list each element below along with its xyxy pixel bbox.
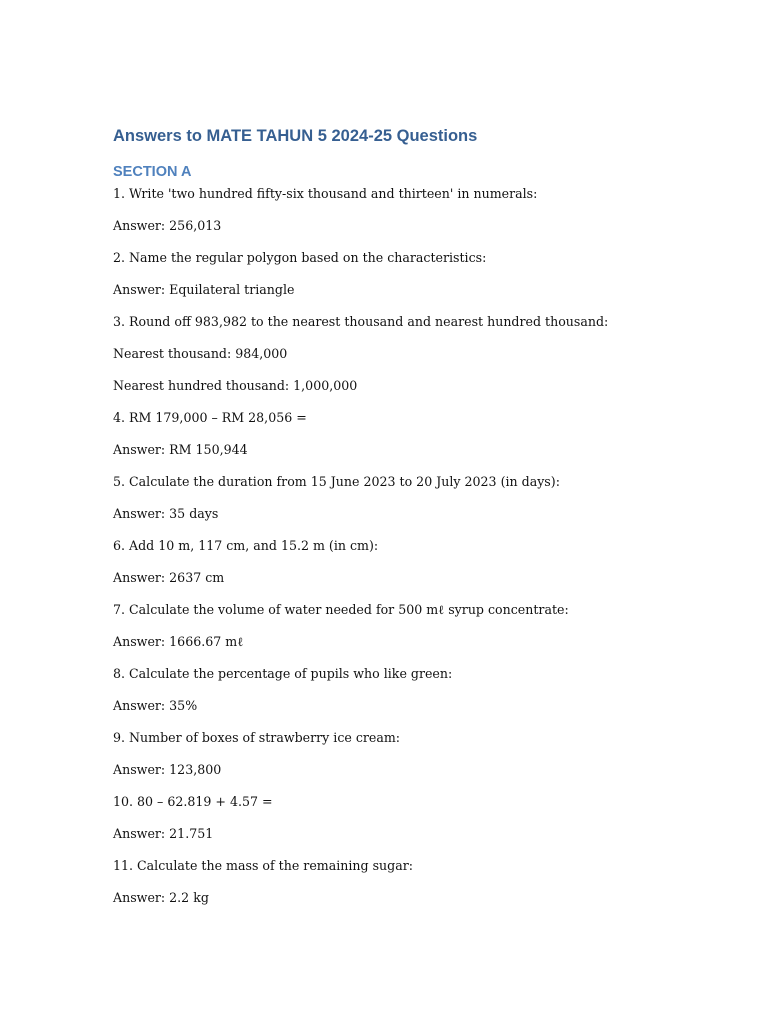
document-title: Answers to MATE TAHUN 5 2024-25 Questions <box>113 127 478 145</box>
question-line: 6. Add 10 m, 117 cm, and 15.2 m (in cm): <box>113 538 379 553</box>
question-line: 11. Calculate the mass of the remaining sugar: <box>113 858 413 873</box>
answer-line: Answer: 2.2 kg <box>113 890 209 905</box>
question-line: 5. Calculate the duration from 15 June 2023 to 20 July 2023 (in days): <box>113 474 560 489</box>
question-line: 10. 80 – 62.819 + 4.57 = <box>113 794 273 809</box>
question-line: 3. Round off 983,982 to the nearest thousand and nearest hundred thousand: <box>113 314 609 329</box>
answer-line: Nearest thousand: 984,000 <box>113 346 288 361</box>
answer-line: Answer: RM 150,944 <box>113 442 248 457</box>
answer-line: Answer: 256,013 <box>113 218 222 233</box>
question-line: 8. Calculate the percentage of pupils who like green: <box>113 666 453 681</box>
question-line: 2. Name the regular polygon based on the characteristics: <box>113 250 487 265</box>
document-body <box>113 124 713 920</box>
question-line: 1. Write 'two hundred fifty-six thousand and thirteen' in numerals: <box>113 186 538 201</box>
answer-line: Answer: 35% <box>113 698 198 713</box>
answer-line: Answer: 2637 cm <box>113 570 225 585</box>
question-line: 9. Number of boxes of strawberry ice cream: <box>113 730 401 745</box>
question-line: 4. RM 179,000 – RM 28,056 = <box>113 410 307 425</box>
answer-line: Answer: 21.751 <box>113 826 214 841</box>
answer-line: Nearest hundred thousand: 1,000,000 <box>113 378 358 393</box>
answer-line: Answer: 1666.67 mℓ <box>113 634 244 649</box>
answer-line: Answer: Equilateral triangle <box>113 282 295 297</box>
question-line: 7. Calculate the volume of water needed for 500 mℓ syrup concentrate: <box>113 602 569 617</box>
answer-line: Answer: 35 days <box>113 506 219 521</box>
answer-line: Answer: 123,800 <box>113 762 222 777</box>
answer-list <box>113 184 713 920</box>
section-heading: SECTION A <box>113 164 192 180</box>
